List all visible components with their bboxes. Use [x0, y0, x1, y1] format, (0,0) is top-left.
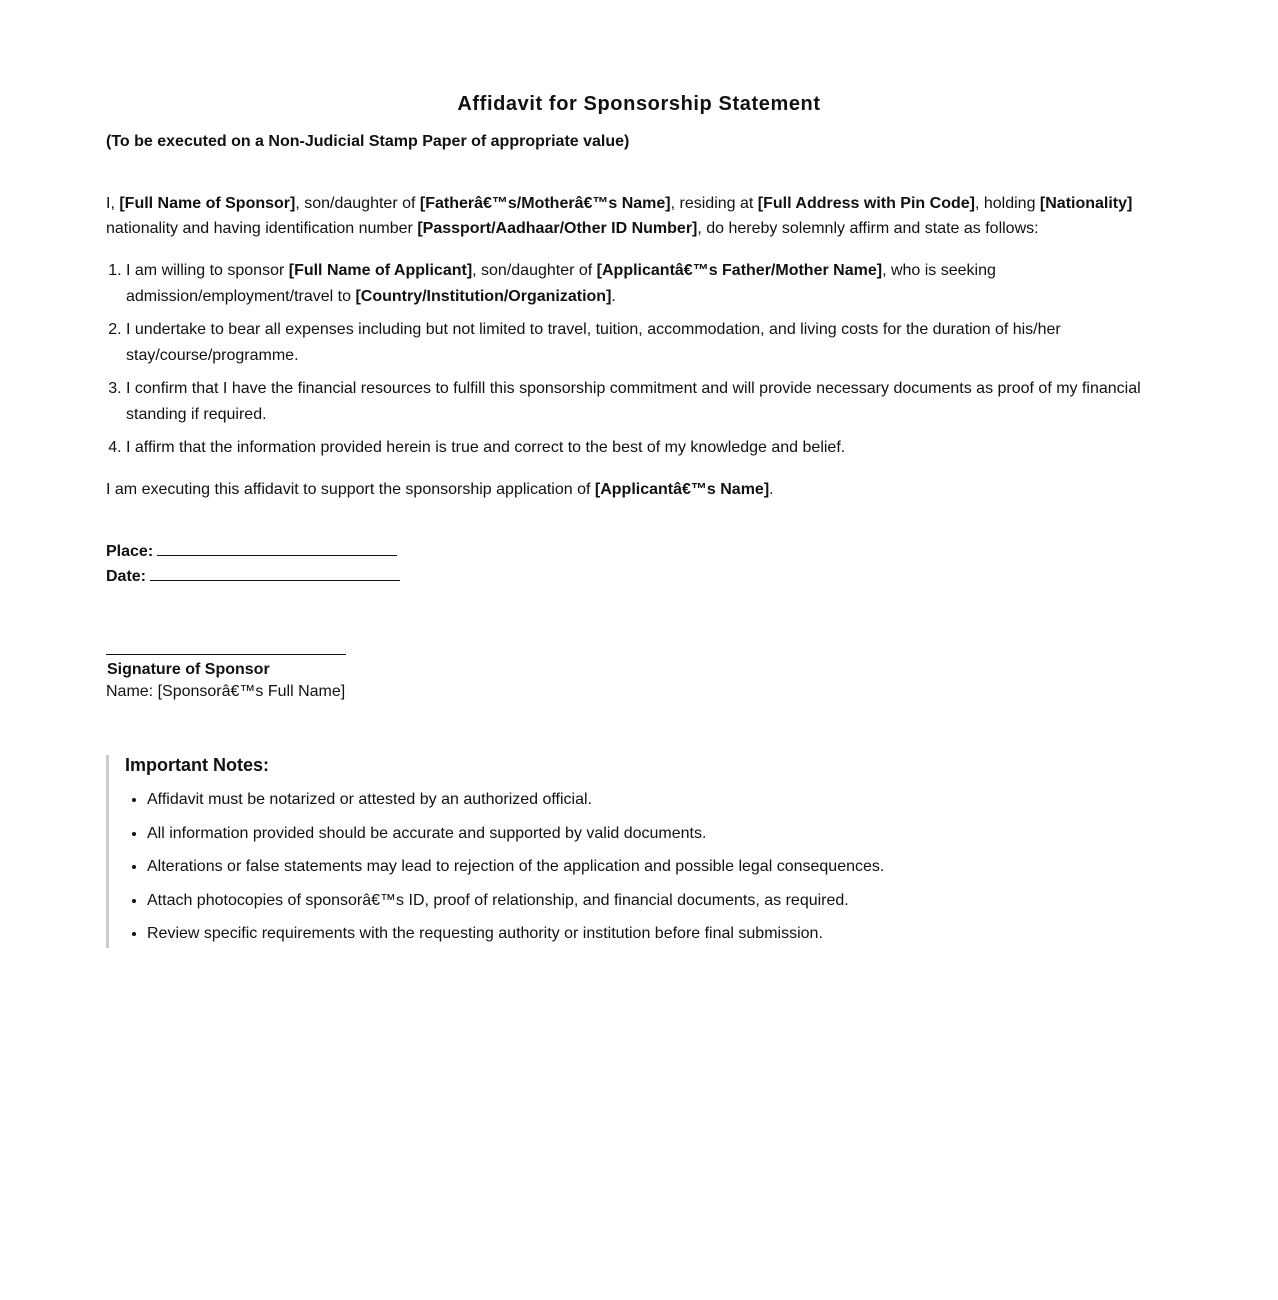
place-field — [106, 541, 397, 563]
signature-label: Signature of Sponsor — [107, 661, 270, 678]
executing-text-2: . — [769, 481, 774, 498]
executing-text-1: I am executing this affidavit to support the sponsorship application of — [106, 481, 595, 498]
executing-statement — [106, 478, 774, 502]
important-notes-box — [106, 755, 1149, 948]
address-placeholder: [Full Address with Pin Code] — [757, 195, 975, 212]
affirmation-item-4: 4. I affirm that the information provided herein is true and correct to the best of my knowledge and belief. — [126, 435, 1176, 461]
nationality-placeholder: [Nationality] — [1039, 195, 1133, 212]
notes-heading: Important Notes: — [125, 755, 269, 775]
note-item: • Review specific requirements with the requesting authority or institution before final submission. — [147, 922, 884, 946]
intro-text-3: , residing at — [670, 195, 758, 212]
note-item: • Alterations or false statements may lead to rejection of the application and possible legal consequences. — [147, 855, 884, 879]
intro-text-2: , son/daughter of — [295, 195, 420, 212]
note-item: • Affidavit must be notarized or attested by an authorized official. — [147, 788, 884, 812]
document-subtitle: (To be executed on a Non-Judicial Stamp Paper of appropriate value) — [106, 133, 630, 150]
clause-1-text-3: , who is seeking admission/employment/travel to — [126, 262, 996, 305]
note-item: • All information provided should be accurate and supported by valid documents. — [147, 822, 884, 846]
destination-placeholder: [Country/Institution/Organization] — [355, 287, 612, 305]
place-label: Place: — [106, 543, 154, 560]
date-field — [106, 566, 400, 588]
id-number-placeholder: [Passport/Aadhaar/Other ID Number] — [417, 220, 698, 237]
affirmation-item-1 — [126, 258, 1176, 309]
notes-list — [125, 788, 884, 956]
date-blank-line — [150, 566, 400, 581]
parent-name-placeholder: [Fatherâ€™s/Motherâ€™s Name] — [419, 195, 671, 212]
document-title: Affidavit for Sponsorship Statement — [457, 93, 821, 115]
intro-text-5: nationality and having identification number — [106, 220, 418, 237]
date-label: Date: — [106, 568, 147, 585]
signature-line — [106, 654, 346, 655]
applicant-name-placeholder: [Full Name of Applicant] — [288, 262, 473, 279]
affirmation-item-3: 3. I confirm that I have the financial resources to fulfill this sponsorship commitment and will provide necessary documents as proof of my financial standing if required. — [126, 376, 1176, 427]
place-blank-line — [157, 541, 397, 556]
applicant-parent-placeholder: [Applicantâ€™s Father/Mother Name] — [596, 262, 883, 279]
intro-text-6: , do hereby solemnly affirm and state as follows: — [697, 220, 1039, 237]
sponsor-name-placeholder: [Full Name of Sponsor] — [119, 195, 296, 212]
sponsor-name-line: Name: [Sponsorâ€™s Full Name] — [106, 683, 346, 700]
intro-text-4: , holding — [974, 195, 1040, 212]
note-item: • Attach photocopies of sponsorâ€™s ID, proof of relationship, and financial documents, as required. — [147, 889, 884, 913]
clause-1-text-4: . — [611, 287, 616, 305]
clause-1-text-1: I am willing to sponsor — [126, 262, 289, 279]
applicant-name-placeholder-2: [Applicantâ€™s Name] — [594, 481, 770, 498]
intro-paragraph — [106, 191, 1172, 241]
clause-1-text-2: , son/daughter of — [472, 262, 597, 279]
affirmation-item-2: 2. I undertake to bear all expenses including but not limited to travel, tuition, accommodation, and living costs for the duration of his/her stay/course/programme. — [126, 317, 1176, 368]
affirmation-list — [106, 258, 1176, 469]
intro-text-1: I, — [106, 195, 120, 212]
